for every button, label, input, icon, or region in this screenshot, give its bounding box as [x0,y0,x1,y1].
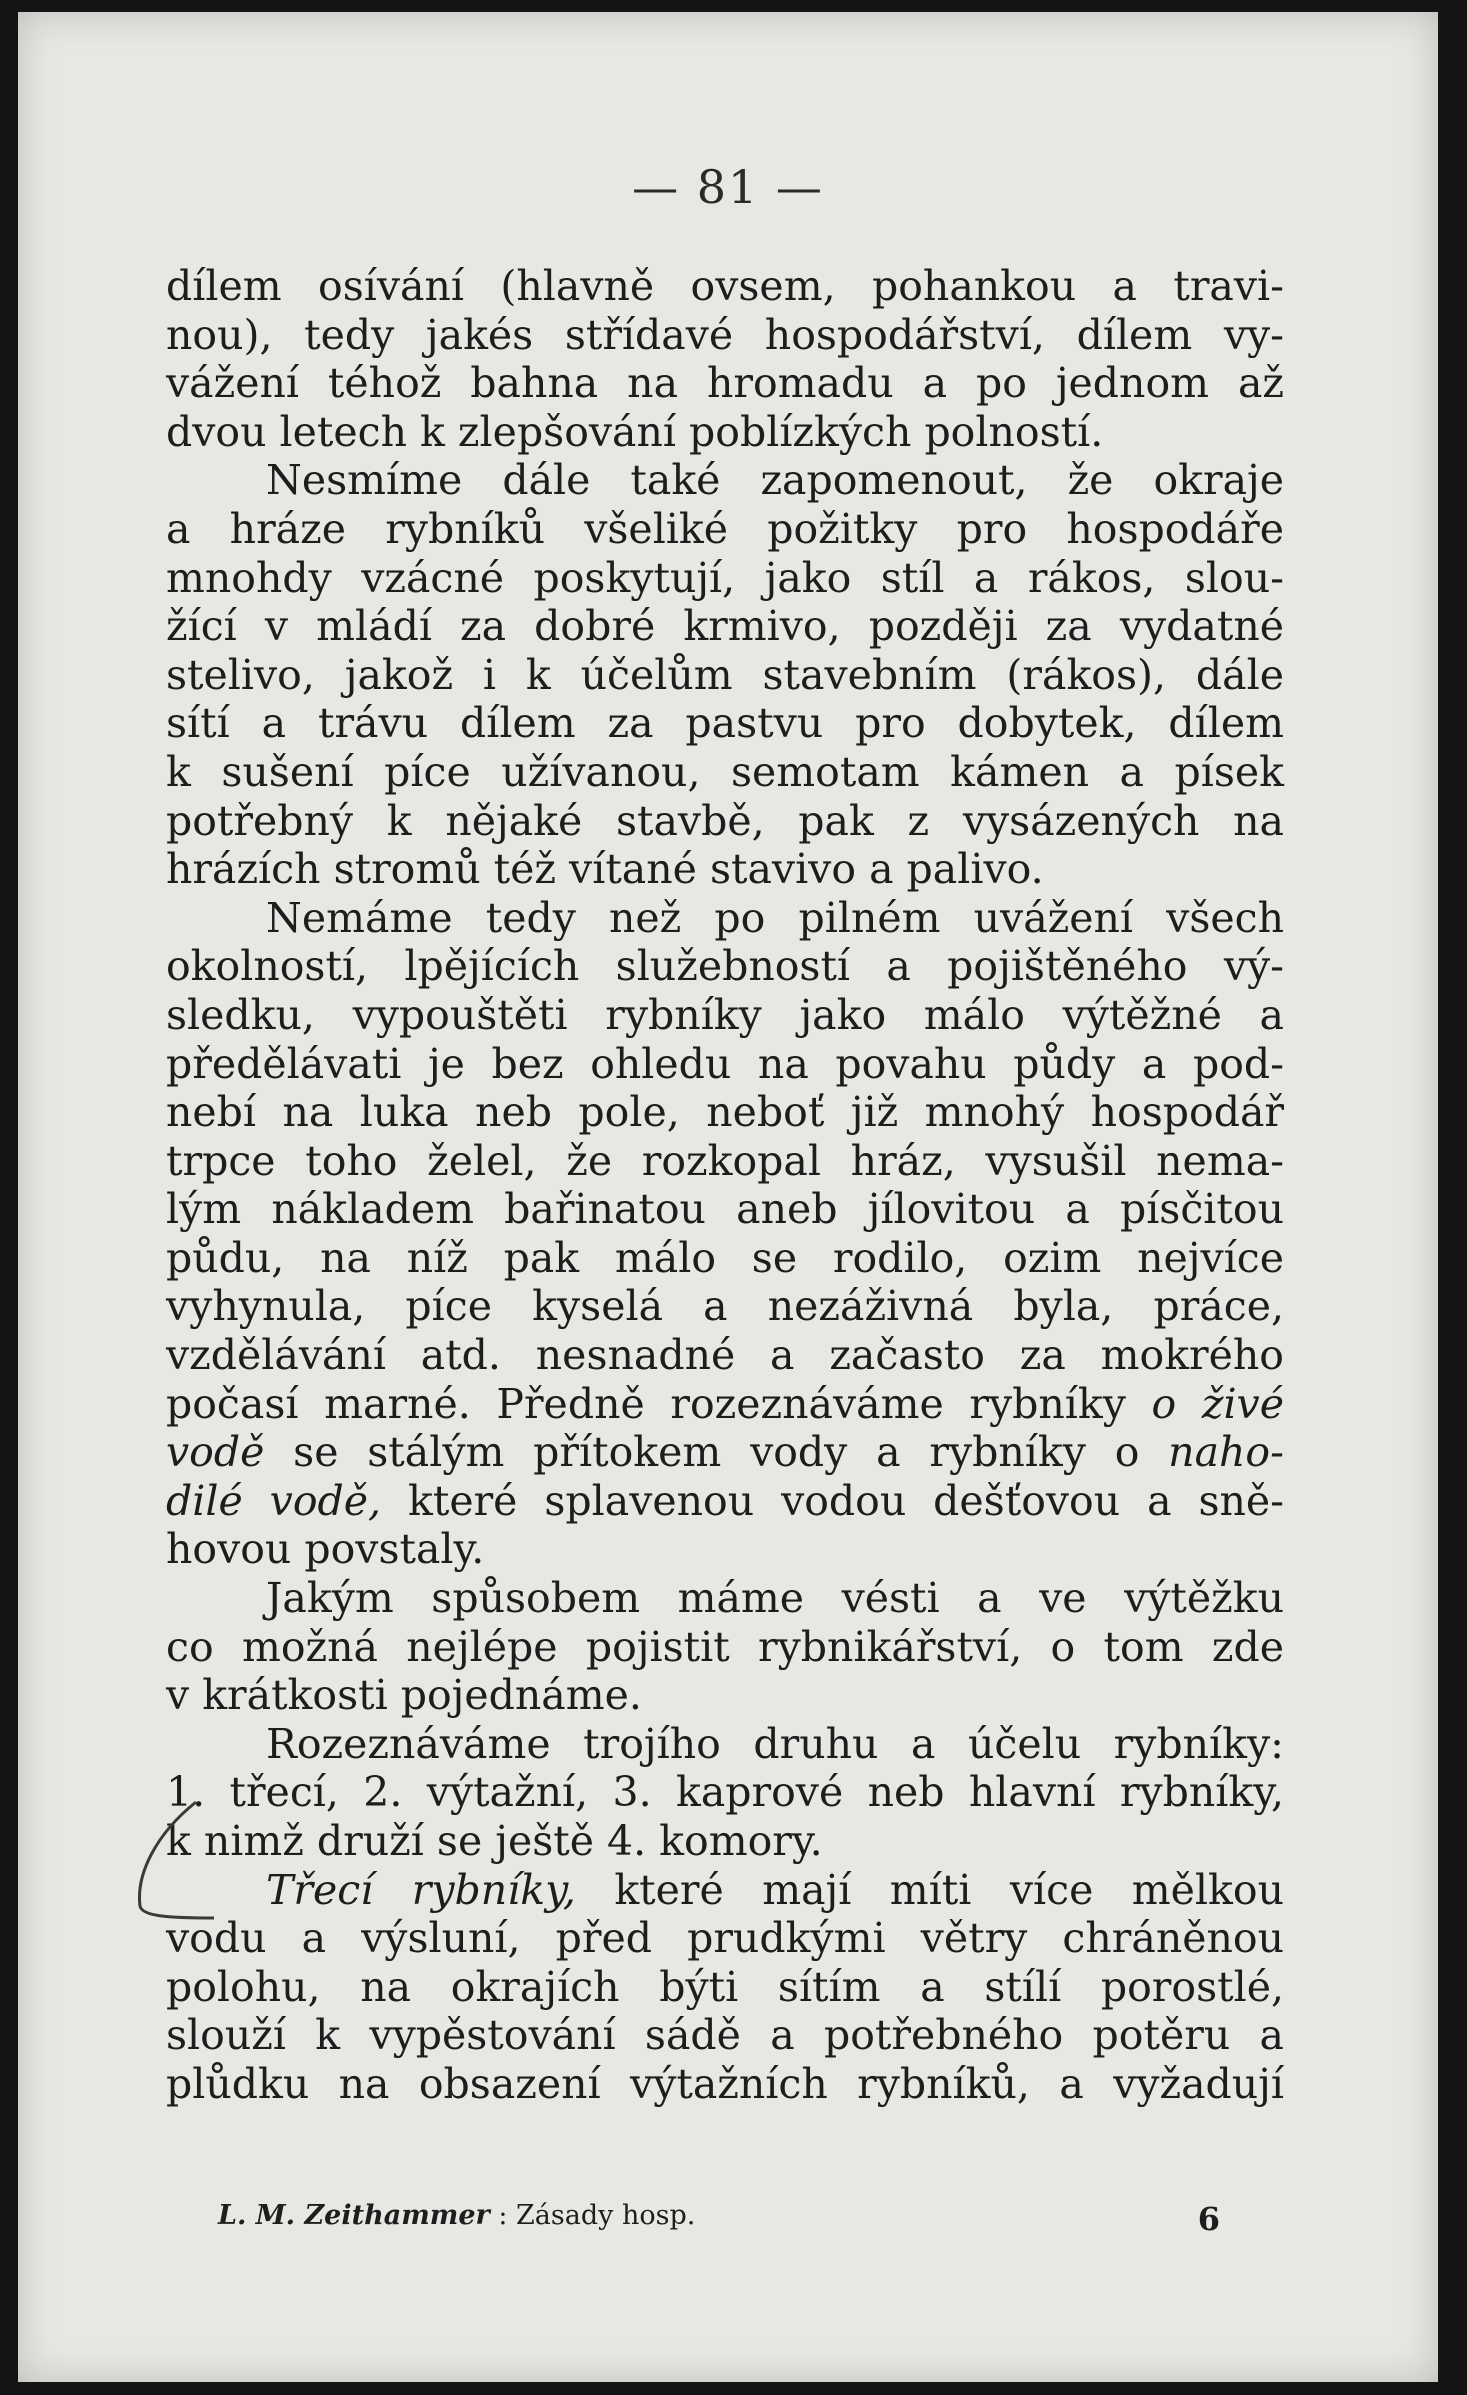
text-line [166,1574,1284,1623]
line-text: potřebný k nějaké stavbě, pak z vysázených na [166,796,1284,845]
line-text: mnohdy vzácné poskytují, jako stíl a rákos, slou- [166,553,1284,602]
text-line [166,748,1284,797]
line-text: půdu, na níž pak málo se rodilo, ozim nejvíce [166,1233,1284,1282]
line-text: k sušení píce užívanou, semotam kámen a písek [166,747,1284,796]
footer-title: : Zásady hosp. [498,2200,696,2231]
line-text: se stálým přítokem vody a rybníky o [293,1428,1140,1477]
line-text: sledku, vypouštěti rybníky jako málo výtěžné a [166,990,1284,1039]
line-text: vzdělávání atd. nesnadné a začasto za mokrého [166,1331,1284,1380]
line-text: v krátkosti pojednáme. [166,1671,642,1720]
line-text: hrázích stromů též vítané stavivo a palivo. [166,845,1044,894]
line-text: Rozeznáváme trojího druhu a účelu rybníky: [266,1719,1284,1768]
text-line [166,1525,1284,1574]
text-line [166,359,1284,408]
text-line [166,456,1284,505]
text-line [166,1185,1284,1234]
text-line [166,1380,1284,1429]
line-text: k nimž druží se ještě 4. komory. [166,1817,823,1865]
text-line [166,1817,1284,1866]
text-line [166,991,1284,1040]
pencil-bracket-mark [126,1794,216,1924]
text-line [166,408,1284,457]
line-text: počasí marné. Předně rozeznáváme rybníky [166,1379,1126,1428]
line-text: vyhynula, píce kyselá a nezáživná byla, práce, [166,1282,1284,1331]
line-text: Nemáme tedy než po pilném uvážení všech [266,893,1284,942]
line-text: 1. třecí, 2. výtažní, 3. kaprové neb hlavní rybníky, [166,1768,1284,1817]
line-text: předělávati je bez ohledu na povahu půdy a pod- [166,1039,1284,1088]
italic-term: Třecí rybníky, [266,1865,576,1914]
line-text: plůdku na obsazení výtažních rybníků, a vyžadují [166,2059,1284,2108]
text-line [166,797,1284,846]
line-text: dvou letech k zlepšování poblízkých polností. [166,407,1104,456]
text-line [166,1428,1284,1477]
text-line [166,845,1284,894]
italic-term: o živé [1151,1379,1284,1428]
line-text: které splavenou vodou dešťovou a sně- [408,1476,1285,1525]
footer-author: L. M. Zeithammer [218,2200,490,2231]
text-line [166,505,1284,554]
line-text: Jakým spůsobem máme vésti a ve výtěžku [266,1574,1284,1623]
line-text: sítí a trávu dílem za pastvu pro dobytek, dílem [166,699,1284,748]
text-line [166,1623,1284,1672]
text-line [166,1720,1284,1769]
text-line [166,894,1284,943]
text-line [166,1768,1284,1817]
italic-term: naho- [1168,1428,1284,1477]
book-page [18,12,1438,2382]
line-text: vážení téhož bahna na hromadu a po jednom až [166,359,1284,408]
line-text: stelivo, jakož i k účelům stavebním (rákos), dále [166,650,1284,699]
footer-signature: 6 [1197,2200,1220,2238]
text-line [166,311,1284,360]
line-text: Nesmíme dále také zapomenout, že okraje [266,456,1284,505]
text-line [166,1282,1284,1331]
text-line [166,699,1284,748]
line-text: co možná nejlépe pojistit rybnikářství, o tom zde [166,1622,1284,1671]
text-line [166,651,1284,700]
text-line [166,1088,1284,1137]
line-text: lým nákladem bařinatou aneb jílovitou a písčitou [166,1185,1284,1234]
text-line [166,1137,1284,1186]
text-line [166,2011,1284,2060]
text-line [166,1866,1284,1915]
line-text: hovou povstaly. [166,1525,485,1574]
line-text: polohu, na okrajích býti sítím a stílí porostlé, [166,1962,1284,2011]
line-text: nou), tedy jakés střídavé hospodářství, dílem vy- [166,310,1284,359]
line-text: okolností, lpějících služebností a pojištěného vý- [166,942,1284,991]
text-line [166,1914,1284,1963]
page-footer [218,2200,1220,2238]
line-text: dílem osívání (hlavně ovsem, pohankou a travi- [166,262,1284,310]
text-line [166,1234,1284,1283]
text-line [166,942,1284,991]
text-line [166,602,1284,651]
text-line [166,554,1284,603]
text-line [166,1040,1284,1089]
text-line [166,1331,1284,1380]
line-text: které mají míti více mělkou [614,1865,1284,1914]
line-text: nebí na luka neb pole, neboť již mnohý hospodář [166,1088,1284,1137]
footer-citation [218,2200,695,2238]
line-text: slouží k vypěstování sádě a potřebného potěru a [166,2011,1284,2060]
line-text: žící v mládí za dobré krmivo, později za vydatné [166,602,1284,651]
text-line [166,1477,1284,1526]
text-line [166,1671,1284,1720]
line-text: vodu a výsluní, před prudkými větry chráněnou [166,1914,1284,1963]
text-line [166,262,1284,311]
page-number: — 81 — [632,160,824,214]
line-text: a hráze rybníků všeliké požitky pro hospodáře [166,504,1284,553]
italic-term: vodě [166,1428,265,1477]
body-text [166,262,1284,2109]
line-text: trpce toho želel, že rozkopal hráz, vysušil nema- [166,1136,1284,1185]
text-line [166,2060,1284,2109]
italic-term: dilé vodě, [166,1476,382,1525]
text-line [166,1963,1284,2012]
